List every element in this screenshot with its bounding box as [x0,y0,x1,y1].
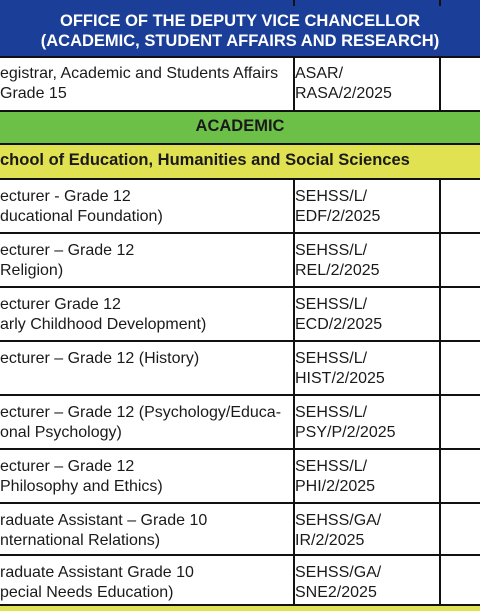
col-divider [293,57,295,110]
reference-line: SEHSS/L/ [295,242,368,259]
row-divider [0,394,480,396]
table-row [0,57,480,110]
row-divider [0,340,480,342]
school-banner-label: chool of Education, Humanities and Social Sciences [0,151,410,169]
reference-line: ASAR/ [295,65,344,82]
position-cell [0,556,287,604]
position-line: raduate Assistant – Grade 10 [0,512,208,529]
position-line: onal Psychology) [0,424,122,441]
position-line: ducational Foundation) [0,208,163,225]
position-line: Philosophy and Ethics) [0,478,163,495]
position-cell [0,342,287,394]
position-line: ecturer Grade 12 [0,296,121,313]
office-banner [0,0,480,57]
position-line: ecturer - Grade 12 [0,188,131,205]
reference-line: PHI/2/2025 [295,478,376,495]
position-line: egistrar, Academic and Students Affairs [0,65,279,82]
reference-cell [295,234,438,286]
reference-line: REL/2/2025 [295,262,380,279]
col-divider [293,179,295,605]
position-line: raduate Assistant Grade 10 [0,564,194,581]
extra-cell [441,57,480,110]
reference-cell [295,180,438,232]
reference-cell [295,556,438,604]
reference-line: PSY/P/2/2025 [295,424,396,441]
position-line: ecturer – Grade 12 (History) [0,350,200,367]
position-cell [0,288,287,340]
position-line: Grade 15 [0,85,67,102]
reference-line: SEHSS/L/ [295,404,368,421]
row-divider [0,232,480,234]
table-row [0,504,480,554]
reference-line: SEHSS/L/ [295,458,368,475]
reference-line: SEHSS/L/ [295,188,368,205]
row-divider [0,286,480,288]
reference-line: SEHSS/GA/ [295,564,382,581]
office-banner-line1: OFFICE OF THE DEPUTY VICE CHANCELLOR [60,12,420,30]
school-banner [0,145,480,178]
position-cell [0,450,287,502]
reference-cell [295,396,438,448]
reference-line: SNE2/2025 [295,584,377,601]
table-row [0,288,480,340]
academic-banner [0,112,480,143]
position-line: arly Childhood Development) [0,316,207,333]
row-divider [0,110,480,112]
col-divider [439,179,441,605]
row-divider [0,143,480,145]
col-divider [439,0,441,6]
table-row [0,450,480,502]
row-divider [0,56,480,58]
table-row [0,234,480,286]
office-banner-line2: (ACADEMIC, STUDENT AFFAIRS AND RESEARCH) [40,32,440,50]
reference-line: SEHSS/L/ [295,296,368,313]
reference-line: ECD/2/2025 [295,316,383,333]
reference-line: HIST/2/2025 [295,370,385,387]
row-divider [0,178,480,180]
position-line: pecial Needs Education) [0,584,174,601]
next-section-banner [0,606,480,611]
reference-cell [295,342,438,394]
reference-line: EDF/2/2025 [295,208,381,225]
row-divider [0,554,480,556]
position-line: nternational Relations) [0,532,161,549]
position-cell [0,234,287,286]
row-divider [0,448,480,450]
reference-line: RASA/2/2025 [295,85,392,102]
position-cell [0,396,287,448]
reference-cell [295,57,438,110]
position-line: ecturer – Grade 12 [0,458,135,475]
table-row [0,342,480,394]
reference-cell [295,288,438,340]
position-cell [0,504,287,554]
position-cell [0,180,287,232]
reference-cell [295,450,438,502]
reference-line: SEHSS/GA/ [295,512,382,529]
col-divider [293,0,295,6]
row-divider [0,604,480,606]
table-row [0,556,480,604]
position-line: Religion) [0,262,64,279]
position-line: ecturer – Grade 12 [0,242,135,259]
reference-cell [295,504,438,554]
position-cell [0,57,287,110]
table-row [0,396,480,448]
table-row [0,180,480,232]
row-divider [0,502,480,504]
reference-line: IR/2/2025 [295,532,365,549]
col-divider [439,57,441,110]
reference-line: SEHSS/L/ [295,350,368,367]
position-line: ecturer – Grade 12 (Psychology/Educa- [0,404,282,421]
academic-banner-label: ACADEMIC [195,117,285,135]
